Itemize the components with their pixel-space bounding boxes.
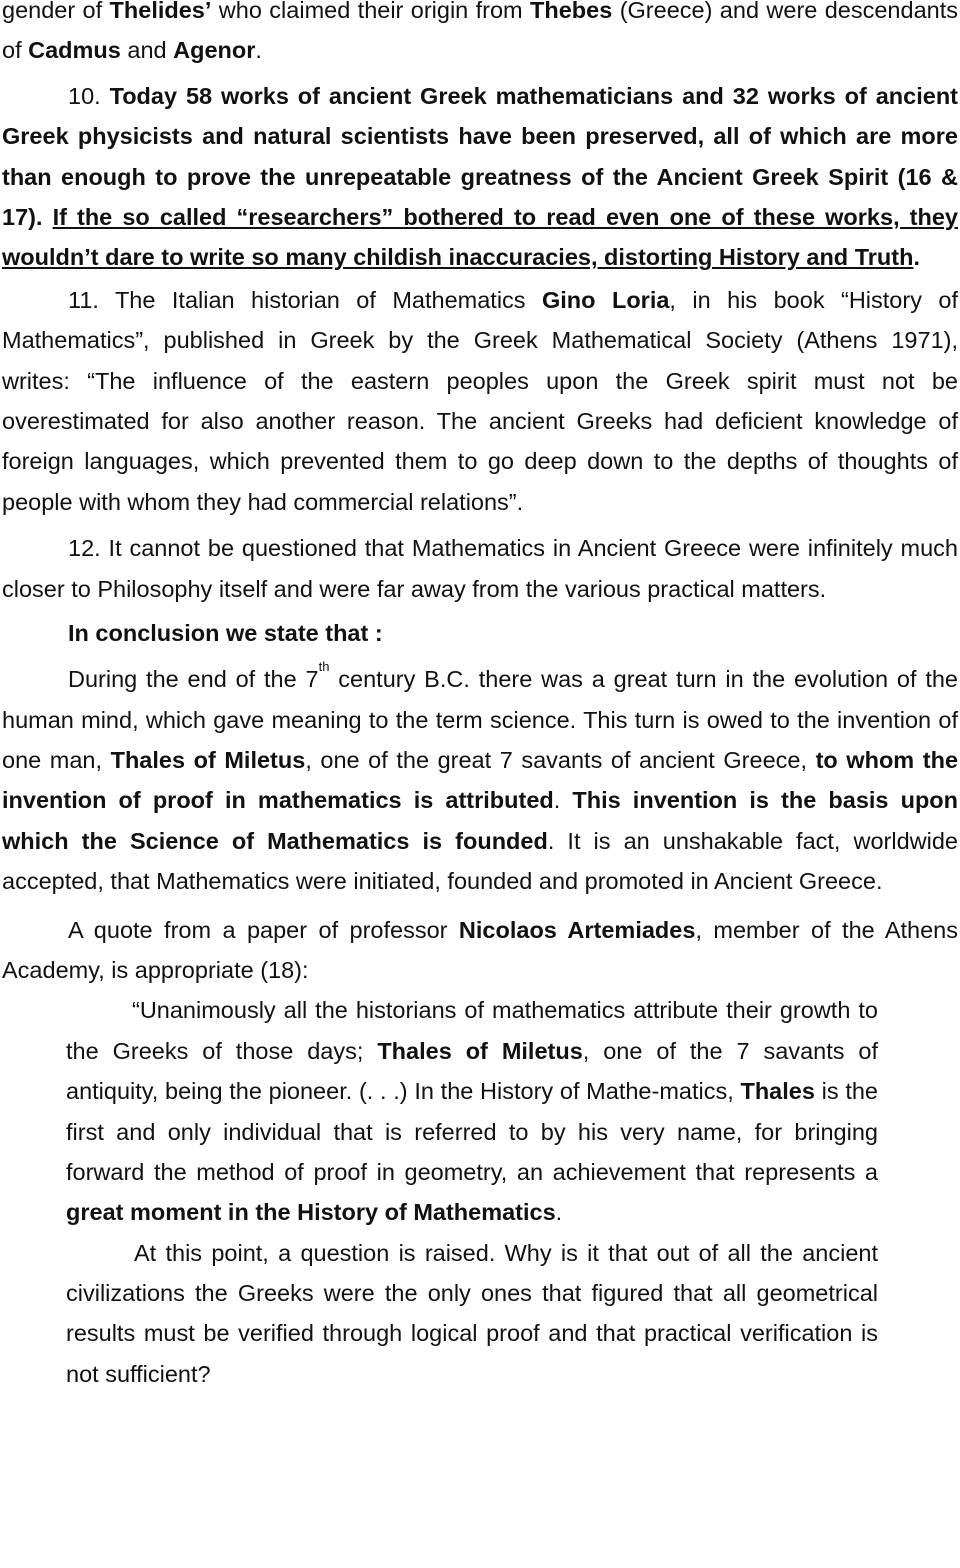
emphasis-text: to whom the invention of proof in mathematics is attributed [2,746,959,814]
paragraph-11: 11. The Italian historian of Mathematics Gino Loria, in his book “History of Mathematics”, published in Greek by the Greek Mathematical Society (Athens 1971), writes: “The influence of the eastern peoples upon the Greek spirit must not be overestimated for also another reason. The ancient Greeks had deficient knowledge of foreign languages, which prevented them to go deep down to the depths of thoughts of people with whom they had commercial relations”. [2,286,958,515]
paragraph-12: 12. It cannot be questioned that Mathematics in Ancient Greece were infinitely much closer to Philosophy itself and were far away from the various practical matters. [2,535,958,602]
name-thelides: Thelides’ [109,0,212,23]
name-artemiades: Nicolaos Artemiades [458,916,696,943]
name-thales: Thales of Miletus [110,746,306,773]
emphasis-text: This invention is the basis upon which the Science of Mathematics is founded [2,787,959,854]
name-thales: Thales of Miletus [377,1037,583,1064]
ordinal-superscript: th [318,659,330,675]
place-thebes: Thebes [530,0,613,23]
conclusion-heading: In conclusion we state that : [68,620,383,647]
artemiades-intro-paragraph: A quote from a paper of professor Nicolaos Artemiades, member of the Athens Academy, is appropriate (18): [2,916,958,983]
underlined-emphasis-text: If the so called “researchers” bothered to read even one of these works, they wouldn’t dare to write so many childish inaccuracies, distorting History and Truth [2,204,958,271]
name-thales: Thales [740,1078,815,1105]
emphasis-text: Today 58 works of ancient Greek mathematicians and 32 works of ancient Greek physicists and natural scientists have been preserved, all of which are more than enough to prove the unrepeatable greatness of the Ancient Greek Spirit (16 & 17). [2,82,958,231]
paragraph-9-continuation: gender of Thelides’ who claimed their origin from Thebes (Greece) and were descendants of Cadmus and Agenor. [2,0,958,71]
closing-question-paragraph: At this point, a question is raised. Why is it that out of all the ancient civilizations the Greeks were the only ones that figured that all geometrical results must be verified through logical proof and that practical verification is not sufficient? [66,1239,878,1387]
paragraph-number: 10. [68,82,110,109]
emphasis-text: great moment in the History of Mathematics [66,1199,556,1226]
block-quote: “Unanimously all the historians of mathematics attribute their growth to the Greeks of those days; Thales of Miletus, one of the 7 savants of antiquity, being the pioneer. (. . .) In the History of Mathe-matics, Thales is the first and only individual that is referred to by his very name, for bringing forward the method of proof in geometry, an achievement that represents a great moment in the History of Mathematics. [66,997,879,1226]
name-gino-loria: Gino Loria [542,286,670,313]
conclusion-paragraph: During the end of the 7th century B.C. there was a great turn in the evolution of the human mind, which gave meaning to the term science. This turn is owed to the invention of one man, Thales of Miletus, one of the great 7 savants of ancient Greece, to whom the invention of proof in mathematics is attributed. This invention is the basis upon which the Science of Mathematics is founded. It is an unshakable fact, worldwide accepted, that Mathematics were initiated, founded and promoted in Ancient Greece. [2,659,959,895]
name-cadmus: Cadmus [28,37,121,64]
paragraph-10: 10. Today 58 works of ancient Greek mathematicians and 32 works of ancient Greek physicists and natural scientists have been preserved, all of which are more than enough to prove the unrepeatable greatness of the Ancient Greek Spirit (16 & 17). If the so called “researchers” bothered to read even one of these works, they wouldn’t dare to write so many childish inaccuracies, distorting History and Truth. [2,82,958,271]
name-agenor: Agenor [173,37,256,64]
